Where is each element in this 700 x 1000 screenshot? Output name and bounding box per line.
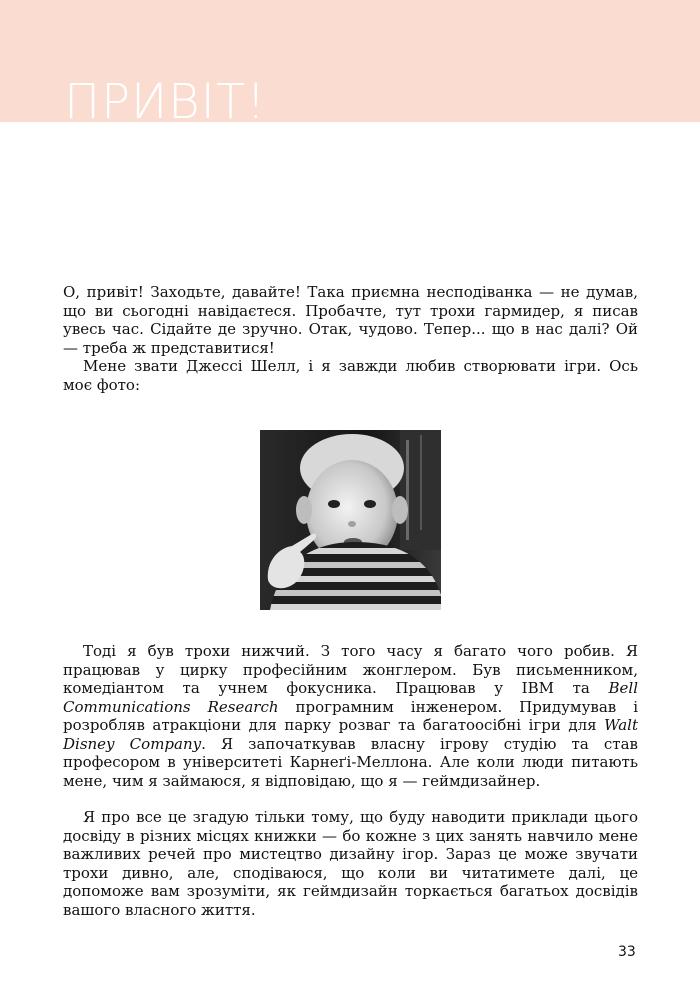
child-photo	[260, 430, 441, 610]
biography-paragraph	[63, 642, 638, 790]
intro-paragraph-2: Мене звати Джессі Шелл, і я завжди любив створювати ігри. Ось моє фото:	[63, 357, 638, 394]
company-name-bell: Bell Communications Research	[63, 679, 638, 716]
biography-text-3: . Я започаткував власну ігрову студію та став професором в університеті Карнеґі-Меллона. Але коли люди питають мене, чим я займаюся, я відповідаю, що я — геймдизайнер.	[63, 734, 638, 790]
page-number: 33	[618, 944, 636, 960]
experience-paragraph: Я про все це згадую тільки тому, що буду наводити приклади цього досвіду в різних місцях книжки — бо кожне з цих занять навчило мене важливих речей про мистецтво дизайну ігор. Зараз це може звучати трохи дивно, але, сподіваюся, що коли ви читатимете далі, це допоможе вам зрозуміти, як геймдизайн торкається багатьох досвідів вашого власного життя.	[63, 808, 638, 919]
intro-text	[63, 283, 638, 394]
chapter-title: ПРИВІТ!	[64, 74, 267, 130]
company-name-disney: Walt Disney Company	[63, 716, 638, 753]
child-photo-illustration	[260, 430, 441, 610]
intro-paragraph-1: О, привіт! Заходьте, давайте! Така приємна несподіванка — не думав, що ви сьогодні навідаєтеся. Пробачте, тут трохи гармидер, я писав увесь час. Сідайте де зручно. Отак, чудово. Тепер... що в нас далі? Ой — треба ж представитися!	[63, 283, 638, 357]
biography-text-2: програмним інженером. Придумував і розробляв атракціони для парку розваг та багатоосібні ігри для	[63, 697, 638, 734]
biography-text-1: Тоді я був трохи нижчий. З того часу я багато чого робив. Я працював у цирку професійним жонглером. Був письменником, комедіантом та учнем фокусника. Працював у IBM та	[63, 642, 638, 697]
